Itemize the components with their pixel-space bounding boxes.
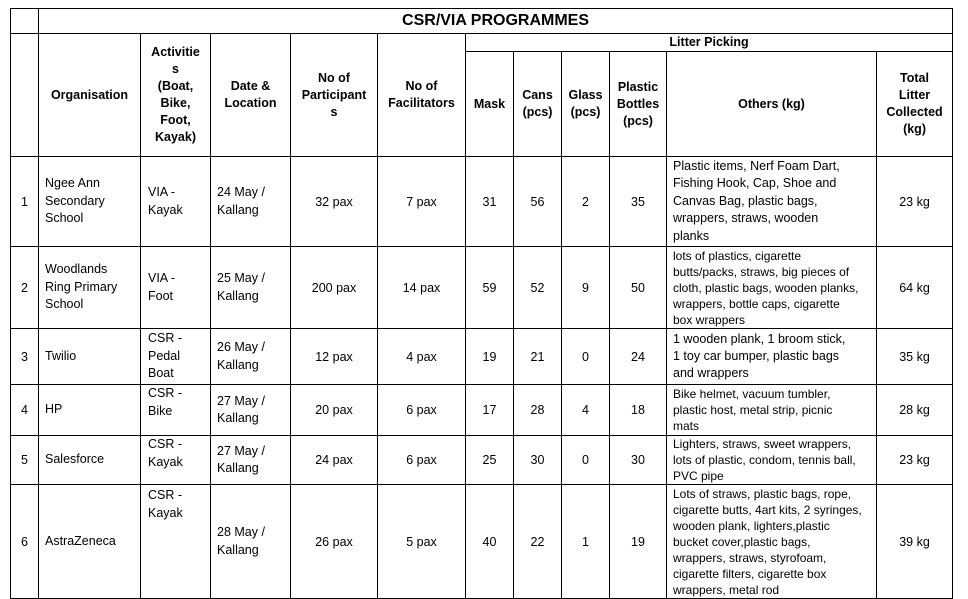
row-participants: 26 pax bbox=[291, 485, 378, 599]
row-glass: 1 bbox=[562, 485, 610, 599]
row-date-location: 27 May / Kallang bbox=[211, 385, 291, 436]
row-activity: VIA - Kayak bbox=[141, 157, 211, 247]
table-row bbox=[11, 157, 953, 247]
row-facilitators: 5 pax bbox=[378, 485, 466, 599]
row-participants: 200 pax bbox=[291, 247, 378, 329]
row-participants: 20 pax bbox=[291, 385, 378, 436]
row-organisation: Ngee Ann Secondary School bbox=[39, 157, 141, 247]
row-facilitators: 6 pax bbox=[378, 436, 466, 485]
row-number: 1 bbox=[11, 157, 39, 247]
row-participants: 24 pax bbox=[291, 436, 378, 485]
row-date-location: 24 May / Kallang bbox=[211, 157, 291, 247]
header-cans: Cans (pcs) bbox=[514, 52, 562, 157]
header-mask: Mask bbox=[466, 52, 514, 157]
row-participants: 32 pax bbox=[291, 157, 378, 247]
row-date-location: 26 May / Kallang bbox=[211, 329, 291, 385]
row-glass: 0 bbox=[562, 329, 610, 385]
row-mask: 31 bbox=[466, 157, 514, 247]
row-activity: CSR - Pedal Boat bbox=[141, 329, 211, 385]
row-organisation: Salesforce bbox=[39, 436, 141, 485]
row-number: 2 bbox=[11, 247, 39, 329]
header-litter-picking: Litter Picking bbox=[466, 34, 953, 52]
row-facilitators: 7 pax bbox=[378, 157, 466, 247]
row-activity: CSR - Bike bbox=[141, 385, 211, 436]
row-date-location: 27 May / Kallang bbox=[211, 436, 291, 485]
row-mask: 17 bbox=[466, 385, 514, 436]
row-facilitators: 14 pax bbox=[378, 247, 466, 329]
header-facilitators: No of Facilitators bbox=[378, 34, 466, 157]
header-participants: No of Participant s bbox=[291, 34, 378, 157]
row-others: Bike helmet, vacuum tumbler, plastic host, metal strip, picnic mats bbox=[667, 385, 877, 436]
row-glass: 0 bbox=[562, 436, 610, 485]
row-mask: 40 bbox=[466, 485, 514, 599]
row-plastic-bottles: 50 bbox=[610, 247, 667, 329]
header-organisation: Organisation bbox=[39, 34, 141, 157]
table-row bbox=[11, 329, 953, 385]
header-blank-cell bbox=[11, 34, 39, 157]
programmes-table bbox=[10, 8, 953, 599]
row-number: 6 bbox=[11, 485, 39, 599]
table-row bbox=[11, 436, 953, 485]
row-others: Lighters, straws, sweet wrappers, lots of plastic, condom, tennis ball, PVC pipe bbox=[667, 436, 877, 485]
programmes-table-container bbox=[10, 8, 953, 599]
row-activity: CSR - Kayak bbox=[141, 485, 211, 599]
row-total: 23 kg bbox=[877, 436, 953, 485]
row-total: 35 kg bbox=[877, 329, 953, 385]
row-activity: CSR - Kayak bbox=[141, 436, 211, 485]
row-mask: 19 bbox=[466, 329, 514, 385]
row-plastic-bottles: 30 bbox=[610, 436, 667, 485]
row-total: 28 kg bbox=[877, 385, 953, 436]
row-date-location: 28 May / Kallang bbox=[211, 485, 291, 599]
row-participants: 12 pax bbox=[291, 329, 378, 385]
row-mask: 25 bbox=[466, 436, 514, 485]
row-glass: 9 bbox=[562, 247, 610, 329]
row-total: 64 kg bbox=[877, 247, 953, 329]
row-date-location: 25 May / Kallang bbox=[211, 247, 291, 329]
row-others: lots of plastics, cigarette butts/packs, straws, big pieces of cloth, plastic bags, wooden planks, wrappers, bottle caps, cigarette box wrappers bbox=[667, 247, 877, 329]
row-others: 1 wooden plank, 1 broom stick, 1 toy car bumper, plastic bags and wrappers bbox=[667, 329, 877, 385]
header-glass: Glass (pcs) bbox=[562, 52, 610, 157]
row-organisation: Woodlands Ring Primary School bbox=[39, 247, 141, 329]
table-title: CSR/VIA PROGRAMMES bbox=[39, 9, 953, 34]
row-plastic-bottles: 19 bbox=[610, 485, 667, 599]
row-organisation: AstraZeneca bbox=[39, 485, 141, 599]
row-number: 3 bbox=[11, 329, 39, 385]
row-others: Lots of straws, plastic bags, rope, cigarette butts, 4art kits, 2 syringes, wooden plank, lighters,plastic bucket cover,plastic bags, wrappers, straws, styrofoam, cigarette filters, cigarette box wrappers, metal rod bbox=[667, 485, 877, 599]
row-facilitators: 6 pax bbox=[378, 385, 466, 436]
row-plastic-bottles: 35 bbox=[610, 157, 667, 247]
row-number: 5 bbox=[11, 436, 39, 485]
title-row bbox=[11, 9, 953, 34]
table-row bbox=[11, 385, 953, 436]
header-total: Total Litter Collected (kg) bbox=[877, 52, 953, 157]
header-others: Others (kg) bbox=[667, 52, 877, 157]
title-blank-cell bbox=[11, 9, 39, 34]
header-date-location: Date & Location bbox=[211, 34, 291, 157]
row-plastic-bottles: 24 bbox=[610, 329, 667, 385]
row-mask: 59 bbox=[466, 247, 514, 329]
row-total: 23 kg bbox=[877, 157, 953, 247]
row-facilitators: 4 pax bbox=[378, 329, 466, 385]
row-cans: 28 bbox=[514, 385, 562, 436]
row-cans: 56 bbox=[514, 157, 562, 247]
table-row bbox=[11, 485, 953, 599]
group-header-row bbox=[11, 34, 953, 52]
row-glass: 2 bbox=[562, 157, 610, 247]
table-row bbox=[11, 247, 953, 329]
row-cans: 22 bbox=[514, 485, 562, 599]
row-cans: 52 bbox=[514, 247, 562, 329]
row-cans: 21 bbox=[514, 329, 562, 385]
row-organisation: HP bbox=[39, 385, 141, 436]
row-number: 4 bbox=[11, 385, 39, 436]
row-total: 39 kg bbox=[877, 485, 953, 599]
row-others: Plastic items, Nerf Foam Dart, Fishing Hook, Cap, Shoe and Canvas Bag, plastic bags, wrappers, straws, wooden planks bbox=[667, 157, 877, 247]
row-organisation: Twilio bbox=[39, 329, 141, 385]
row-activity: VIA - Foot bbox=[141, 247, 211, 329]
row-plastic-bottles: 18 bbox=[610, 385, 667, 436]
header-activities: Activitie s (Boat, Bike, Foot, Kayak) bbox=[141, 34, 211, 157]
row-cans: 30 bbox=[514, 436, 562, 485]
row-glass: 4 bbox=[562, 385, 610, 436]
header-plastic-bottles: Plastic Bottles (pcs) bbox=[610, 52, 667, 157]
